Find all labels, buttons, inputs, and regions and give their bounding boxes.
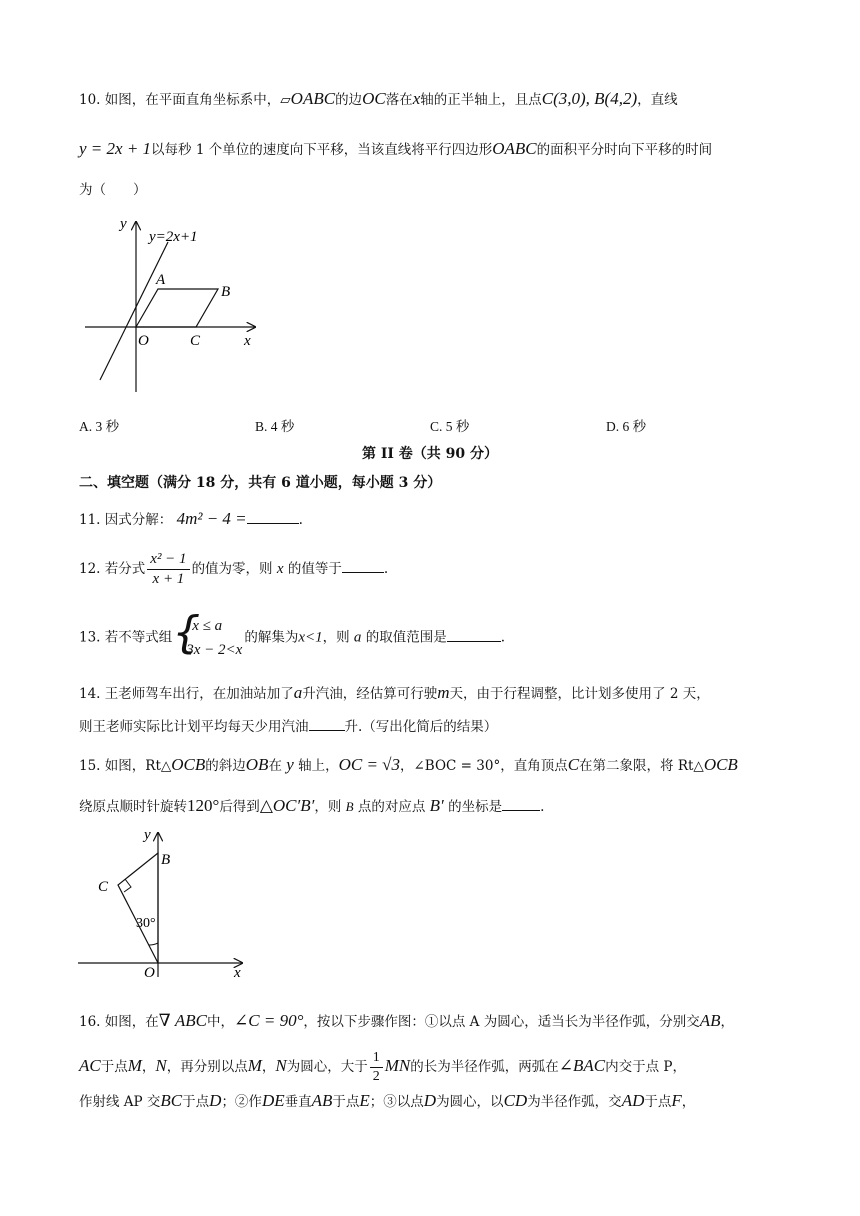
q14-number: 14.	[79, 686, 101, 702]
q16-text: 于点	[182, 1094, 210, 1110]
q16-text: 的长为半径作弧，两弧在	[410, 1059, 559, 1075]
q15-period: .	[540, 799, 545, 815]
q15-image-triangle: △OC′B′	[259, 796, 315, 815]
q10-x: x	[412, 89, 421, 108]
q15-y: y	[286, 755, 294, 774]
q16-half-numerator: 1	[370, 1050, 383, 1068]
q11-answer-blank[interactable]	[247, 509, 299, 524]
q10-figure	[80, 212, 270, 397]
q16-ac: AC	[79, 1056, 101, 1075]
q13-text: 的解集为	[244, 629, 299, 646]
q15-text: 的坐标是	[448, 799, 503, 815]
q13-condition: x<1	[298, 629, 323, 646]
q15-angle-arc	[149, 943, 158, 945]
q10-line-y2x1	[100, 242, 168, 380]
q14-a: a	[293, 683, 303, 702]
q15-text: 的斜边	[205, 758, 246, 774]
q16-ab: AB	[699, 1011, 721, 1030]
q10-number: 10.	[79, 92, 101, 108]
q16-text: 为圆心，以	[436, 1094, 504, 1110]
q14-text: 升汽油，经估算可行驶	[302, 686, 438, 702]
q15-ob: OB	[245, 755, 269, 774]
q16-text: 为半径作弧，交	[527, 1094, 622, 1110]
q15-number: 15.	[79, 758, 101, 774]
q15-text: 后得到	[219, 799, 260, 815]
q16-line-3	[79, 1090, 695, 1111]
q16-text: 于点	[100, 1059, 128, 1075]
q10-points: C(3,0), B(4,2)	[541, 89, 638, 108]
q12-text: 的值为零，则	[191, 561, 273, 577]
q16-text: 为圆心，大于	[286, 1059, 368, 1075]
q15-line-1	[79, 754, 738, 775]
q16-line-1	[79, 1010, 734, 1031]
q12-text: 的值等于	[287, 561, 342, 577]
q16-ab: AB	[311, 1091, 333, 1110]
q14-line-2	[79, 715, 497, 735]
q11	[79, 508, 303, 529]
q15-oc-equation: OC = √3	[338, 755, 400, 774]
q15-ocb: OCB	[703, 755, 738, 774]
q15-answer-blank[interactable]	[502, 796, 540, 811]
q15-text: 在	[268, 758, 282, 774]
q15-text: ，则	[314, 799, 342, 815]
q16-bc: BC	[160, 1091, 183, 1110]
q16-mn: MN	[384, 1056, 411, 1075]
q10-text: ，直线	[637, 92, 678, 108]
q16-text: 作射线 AP 交	[79, 1094, 161, 1110]
q13-system	[172, 607, 243, 662]
q10-label-B: B	[221, 284, 231, 300]
q16-text: ，	[681, 1094, 696, 1110]
q10-option-c: C. 5 秒	[430, 419, 470, 434]
q16-text: ，	[720, 1014, 734, 1030]
q11-text: 因式分解：	[104, 512, 173, 528]
q15-c: C	[567, 755, 580, 774]
q16-text: 于点	[332, 1094, 360, 1110]
q13-text: 的取值范围是	[365, 629, 447, 646]
q10-text: 轴的正半轴上，且点	[420, 92, 542, 108]
q16-half	[370, 1050, 383, 1085]
q16-n: N	[275, 1056, 287, 1075]
q16-text: ，	[141, 1059, 156, 1075]
q15-ocb: OCB	[171, 755, 206, 774]
q14-answer-blank[interactable]	[309, 716, 345, 731]
q16-text: 如图，在	[104, 1014, 159, 1030]
q10-label-O: O	[138, 333, 149, 349]
q10-oabc: OABC	[290, 89, 336, 108]
q10-line-3: 为（ ）	[79, 182, 147, 198]
q14-text: 王老师驾车出行，在加油站加了	[104, 686, 294, 702]
q10-text: 如图，在平面直角坐标系中，	[104, 92, 281, 108]
q15-triangle	[118, 853, 158, 963]
q13-text: ，则	[322, 629, 350, 646]
q13-number: 13.	[79, 629, 101, 646]
q16-line-2	[79, 1050, 686, 1085]
q12-number: 12.	[79, 561, 101, 577]
q16-text: ，	[261, 1059, 276, 1075]
q16-text: 于点	[644, 1094, 672, 1110]
q16-e: E	[359, 1091, 370, 1110]
q15-label-angle: 30°	[136, 916, 156, 931]
q15-label-y: y	[144, 827, 151, 843]
q13-a: a	[353, 629, 362, 646]
q16-f: F	[671, 1091, 682, 1110]
q16-text: ，按以下步骤作图：①以点 A 为圆心，适当长为半径作弧，分别交	[303, 1014, 700, 1030]
q15-label-x: x	[234, 965, 241, 980]
q15-b: B	[345, 799, 354, 814]
q15-line-2	[79, 795, 544, 816]
q16-text: ；②作	[221, 1094, 262, 1110]
q10-line-1	[79, 88, 678, 109]
q15-label-B: B	[161, 852, 171, 868]
q12	[79, 551, 388, 588]
q15-text: ，∠BOC = 30°，直角顶点	[400, 758, 568, 774]
q16-d: D	[209, 1091, 222, 1110]
q12-numerator: x² − 1	[147, 551, 189, 570]
q10-line-2	[79, 138, 712, 159]
q15-label-O: O	[144, 965, 155, 980]
q12-period: .	[383, 561, 389, 577]
q15-text: 在第二象限，将 Rt△	[579, 758, 704, 774]
q16-bac: ∠BAC	[558, 1056, 606, 1075]
q10-oc: OC	[362, 89, 386, 108]
q11-period: .	[298, 512, 303, 528]
q15-b-prime: B′	[429, 796, 444, 815]
q10-label-y: y	[120, 216, 127, 232]
q15-label-C: C	[98, 879, 109, 895]
q15-figure	[76, 825, 261, 980]
section-title: 第 II 卷（共 90 分）	[361, 446, 499, 462]
q13-text: 若不等式组	[104, 629, 173, 646]
q10-text: 的面积平分时向下平移的时间	[536, 142, 713, 158]
q16-text: ，再分别以点	[166, 1059, 248, 1075]
q15-text: 点的对应点	[357, 799, 426, 815]
q12-x: x	[276, 561, 284, 577]
q14-text: 则王老师实际比计划平均每天少用汽油	[79, 719, 309, 735]
parallelogram-symbol: ▱	[280, 92, 291, 108]
q16-triangle: ∇ ABC	[158, 1011, 208, 1030]
q13	[79, 607, 506, 662]
q12-answer-blank[interactable]	[342, 558, 384, 573]
q15-degrees: 120°	[187, 796, 220, 815]
q15-text: 如图，Rt△	[104, 758, 172, 774]
q11-number: 11.	[79, 512, 101, 528]
q10-label-C: C	[190, 333, 201, 349]
q13-period: .	[500, 629, 506, 646]
q15-text: 轴上，	[298, 758, 339, 774]
q10-text: 的边	[335, 92, 363, 108]
q16-text: 垂直	[284, 1094, 312, 1110]
q16-m: M	[127, 1056, 142, 1075]
q16-text: 中，	[207, 1014, 235, 1030]
q12-fraction	[147, 551, 189, 588]
q10-parallelogram	[136, 289, 218, 327]
q16-ad: AD	[621, 1091, 645, 1110]
q10-option-a: A. 3 秒	[79, 419, 120, 434]
q16-half-denominator: 2	[372, 1069, 380, 1084]
q14-m: m	[437, 683, 450, 702]
q10-label-eq: y=2x+1	[149, 229, 198, 245]
q10-oabc: OABC	[492, 139, 537, 158]
q10-label-A: A	[156, 272, 166, 288]
q10-option-d: D. 6 秒	[606, 419, 647, 434]
q14-line-1	[79, 682, 710, 703]
q15-right-angle-mark	[124, 879, 131, 892]
q13-row-1: x ≤ a	[192, 618, 223, 634]
q16-angle: ∠C = 90°	[234, 1011, 304, 1030]
q10-text: 落在	[385, 92, 413, 108]
q12-text: 若分式	[104, 561, 146, 577]
q10-label-x: x	[244, 333, 251, 349]
q16-de: DE	[261, 1091, 285, 1110]
q10-text: 以每秒 1 个单位的速度向下平移，当该直线将平行四边形	[151, 142, 493, 158]
q16-number: 16.	[79, 1014, 101, 1030]
q13-row-2: 3x − 2<x	[186, 642, 243, 658]
q16-m: M	[247, 1056, 262, 1075]
q10-line-equation: y = 2x + 1	[79, 139, 152, 158]
q16-text: 内交于点 P，	[605, 1059, 686, 1075]
q11-expression: 4m² − 4 =	[176, 509, 247, 528]
q13-answer-blank[interactable]	[447, 627, 501, 642]
q16-cd: CD	[503, 1091, 528, 1110]
q16-n: N	[155, 1056, 167, 1075]
q13-brace: {	[172, 607, 201, 658]
q12-denominator: x + 1	[152, 571, 185, 587]
section-heading: 二、填空题（满分 18 分，共有 6 道小题，每小题 3 分）	[79, 475, 442, 491]
q14-text: 升.（写出化简后的结果）	[344, 719, 498, 735]
q15-text: 绕原点顺时针旋转	[79, 799, 187, 815]
q10-option-b: B. 4 秒	[255, 419, 295, 434]
q14-text: 天，由于行程调整，比计划多使用了 2 天，	[449, 686, 710, 702]
q16-d: D	[423, 1091, 437, 1110]
q16-text: ；③以点	[369, 1094, 424, 1110]
